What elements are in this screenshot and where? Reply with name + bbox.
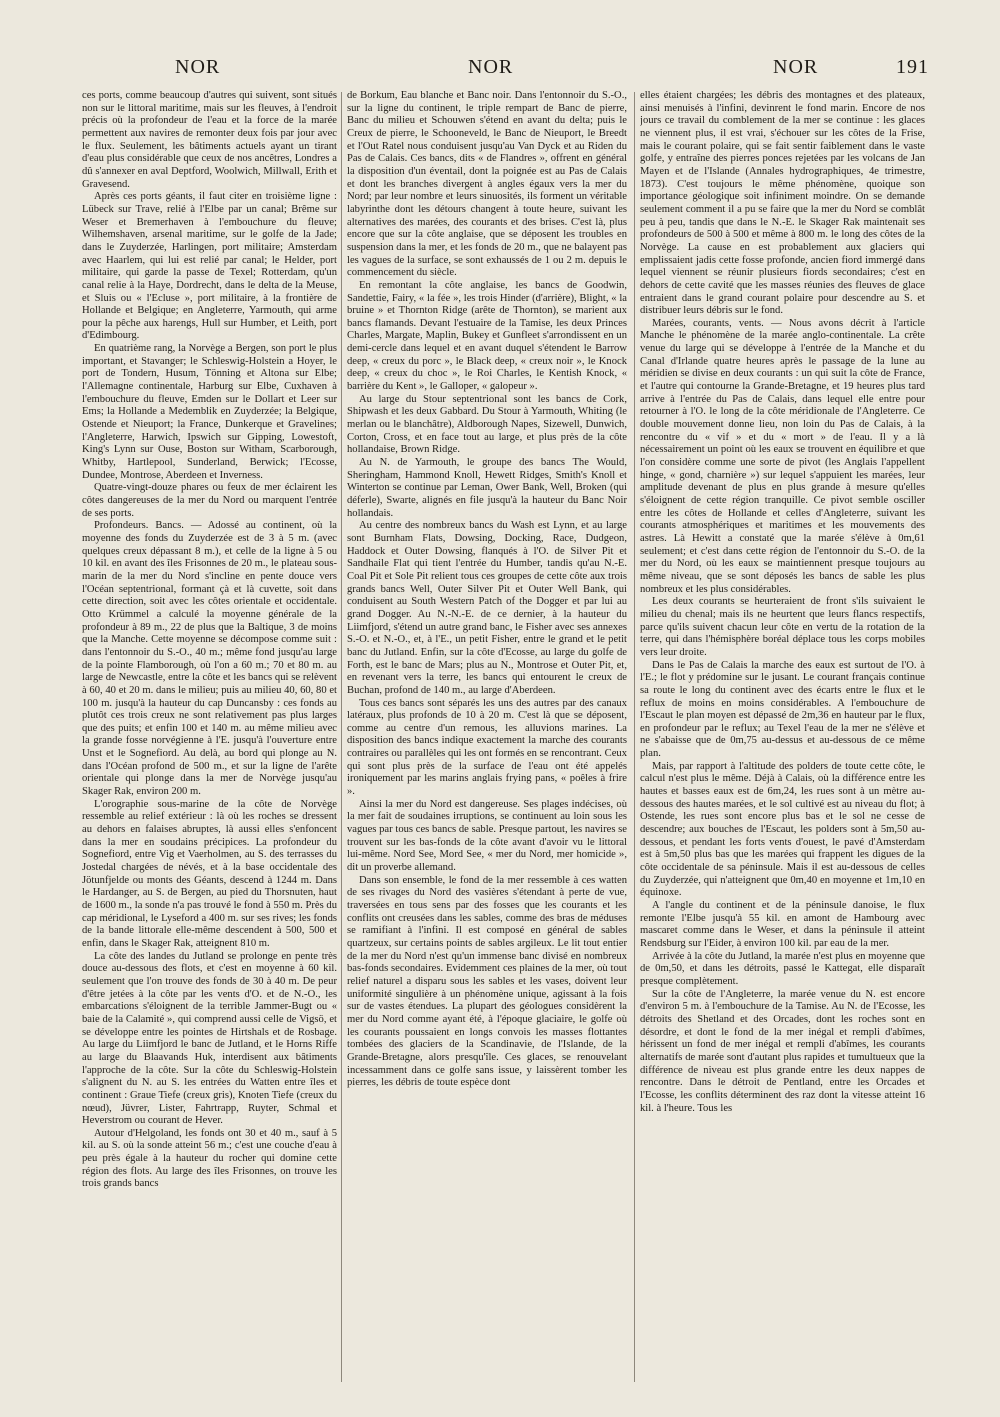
running-head-left: NOR <box>175 56 221 78</box>
text-column-3 <box>640 90 925 1390</box>
paragraph: Dans le Pas de Calais la marche des eaux est surtout de l'O. à l'E.; le flot y prédomine sur le jusant. Le courant français continue sa route le long du continent avec des écarts entre le flux et le reflux de moins en moins considérables. A l'embouchure de l'Escaut le plan moyen est dépassé de 2m,36 en hauteur par le flux, en profondeur par le reflux; au Texel l'eau de la mer ne s'élève et ne s'abaisse que de 0m,75 au-dessus et au-dessous de ce même plan. <box>640 659 925 760</box>
running-head-center: NOR <box>468 56 514 78</box>
text-column-2 <box>347 90 627 1390</box>
paragraph: L'orographie sous-marine de la côte de Norvège ressemble au relief extérieur : là où les roches se dressent au dehors en falaises abruptes, là aussi elles s'enfoncent dans la mer en soudains précipices. La profondeur du Sognefiord, entre Vig et Vaerholmen, au S. des terrasses du Jostedal chargées de névés, et à la base occidentale des Jötunfjelde ou monts des Géants, descend à 1244 m. Dans le Hardanger, au S. de Bergen, au pied du Thorsnuten, haut de 1600 m., la sonde n'a pas trouvé le fond à 550 m. Près du cap méridional, le Lyseford a 400 m. sur ses rives; les fonds de la bande littorale elle-même descendent à 500, 500 et enfin, dans le Skager Rak, atteignent 810 m. <box>82 798 337 949</box>
paragraph: Autour d'Helgoland, les fonds ont 30 et 40 m., sauf à 5 kil. au S. où la sonde atteint 56 m.; c'est une couche d'eau à peu près égale à la hauteur du rocher qui domine cette région des flots. Au large des îles Frisonnes, on trouve les trois grands bancs <box>82 1127 337 1190</box>
text-column-1 <box>82 90 337 1390</box>
running-header <box>0 56 1000 86</box>
column-rule-1 <box>341 92 342 1382</box>
paragraph: Profondeurs. Bancs. — Adossé au continent, où la moyenne des fonds du Zuyderzée est de 3 à 5 m. (avec quelques creux dépassant 8 m.), et celle de la ligne à 5 ou 10 kil. en avant des îles Frisonnes de 20 m., le plateau sous-marin de la mer du Nord s'incline en pente douce vers l'Océan septentrional, formant çà et là cuvette, soit dans cette direction, soit avec les côtes orientale et occidentale. Otto Krümmel a calculé la moyenne générale de la profondeur à 89 m., 22 de plus que la Baltique, 3 de moins que la Manche. Cette moyenne se décompose comme suit : dans l'entonnoir du S.-O., 40 m.; même fond jusqu'au large de la pointe Flamborough, où l'on a 60 m.; 70 et 80 m. au large de Newcastle, entre la côte et les bancs qui se relèvent à 60, 40 et 20 m. dans le milieu; puis au milieu 40, 60, 80 et 100 m. jusqu'à la hauteur du cap Duncansby : ces fonds au plutôt ces trois creux ne sont relativement pas plus larges que des puits; et enfin 100 et 140 m. au même milieu avec la grande fosse norvégienne à l'E. jusqu'à l'ouverture entre Unst et le Sognefiord. Au delà, au bord qui plonge au N. dans l'Océan profond de 500 m., et sur la ligne de l'arête orientale qui plonge dans la mer de Norvège jusqu'au Skager Rak, environ 200 m. <box>82 520 337 798</box>
paragraph: Tous ces bancs sont séparés les uns des autres par des canaux latéraux, plus profonds de 10 à 20 m. C'est là que se déposent, comme au centre d'un remous, les alluvions marines. La disposition des bancs indique exactement la marche des courants contraires ou parallèles qui les ont formés en se rencontrant. Ceux qui sont plus près de la surface de l'eau ont été appelés ironiquement par les marins anglais frying pans, « poêles à frire ». <box>347 697 627 798</box>
paragraph: Quatre-vingt-douze phares ou feux de mer éclairent les côtes dangereuses de la mer du Nord ou marquent l'entrée de ses ports. <box>82 482 337 519</box>
running-head-right: NOR <box>773 56 819 78</box>
paragraph: Au N. de Yarmouth, le groupe des bancs The Would, Sheringham, Hammond Knoll, Hewett Ridges, Smith's Knoll et Winterton se continue par Leman, Ower Bank, Well, Broken (qui déferle), Swarte, alignés en file jusqu'à la hauteur du Banc Noir hollandais. <box>347 457 627 519</box>
paragraph: La côte des landes du Jutland se prolonge en pente très douce au-dessous des flots, et c'est en moyenne à 60 kil. seulement que l'on trouve des fonds de 30 à 40 m. De peur d'être jetées à la côte par les vents d'O. et de N.-O., les embarcations s'éloignent de la terrible Jammer-Bugt ou « baie de la Calamité », qui comprend aussi celle de Vigsö, et se développe entre les pointes de Hirtshals et de Rosbage. Au large du Liimfjord le banc de Jutland, et le Horns Riffe au large du Blaavands Huk, interdisent aux bâtiments l'approche de la côte. Sur la côte du Schleswig-Holstein s'alignent du N. au S. les entrées du Watten entre îles et continent : Graue Tiefe (creux gris), Knoten Tiefe (creux du nœud), Jüvrer, Lister, Fahrtrapp, Ruyter, Schmal et Heverstrom ou courant de Hever. <box>82 950 337 1127</box>
paragraph: de Borkum, Eau blanche et Banc noir. Dans l'entonnoir du S.-O., sur la ligne du continent, le triple rempart de Banc de pierre, Banc du milieu et Schouwen s'étend en avant du delta; puis le Creux de pierre, le Schooneveld, le Banc de Nieuport, le Breedt et l'Out Ratel nous conduisent jusqu'au Van Dyck et au Riden du Pas de Calais. Ces bancs, dits « de Flandres », offrent en général la disposition d'un éventail, dont la poignée est au Pas de Calais et dont les branches divergent à angles égaux vers la mer du Nord; par leur nombre et leurs sinuosités, ils forment un véritable labyrinthe dont les détours changent à toute heure, suivant les alternatives des marées, des courants et des brises. C'est là, plus encore que sur la côte anglaise, que se déposent les troubles en suspension dans la mer, et les fonds de 20 m., que ne balayent pas les vagues de la surface, se sont exhaussés de 1 ou 2 m. depuis le commencement du siècle. <box>347 90 627 279</box>
paragraph: Après ces ports géants, il faut citer en troisième ligne : Lübeck sur Trave, relié à l'Elbe par un canal; Brême sur Weser et Bremerhaven à l'embouchure du fleuve; Wilhemshaven, arsenal maritime, sur le golfe de la Jade; dans le Zuyderzée, Harlingen, port militaire; Amsterdam avec Haarlem, qui lui est relié par canal; le Helder, port militaire, qui garde la passe de Texel; Rotterdam, qu'un canal relie à la Haye, Dordrecht, dans le delta de la Meuse, et Sluis ou « l'Ecluse », port militaire, à la frontière de Hollande et Belgique; en Angleterre, Yarmouth, qui arme pour la pêche aux harengs, Hull sur Humber, et Leith, port d'Edimbourg. <box>82 191 337 342</box>
paragraph: A l'angle du continent et de la péninsule danoise, le flux remonte l'Elbe jusqu'à 55 kil. en amont de Hambourg avec mascaret comme dans le Weser, et dans la péninsule il atteint Rendsburg sur l'Eider, à environ 100 kil. par eau de la mer. <box>640 900 925 949</box>
paragraph: Dans son ensemble, le fond de la mer ressemble à ces watten de ses rivages du Nord des vasières s'étendant à perte de vue, traversées en tous sens par des fosses que les courants et les conflits ont creusées dans les sables, comme des bras de méduses se ramifiant à l'infini. Il est composé en général de sables quartzeux, sur certains points de sables argileux. Le lit tout entier de la mer du Nord n'est qu'un immense banc divisé en nombreux bas-fonds secondaires. Evidemment ces plaines de la mer, où tout relief naturel a disparu sous les sables et les vases, doivent leur uniformité singulière à un phénomène unique, agissant à la fois sur de vastes étendues. La plupart des géologues considèrent la mer du Nord comme ayant été, à l'époque glaciaire, le golfe où les courants poussaient en longs convois les masses flottantes tombées des glaciers de la Scandinavie, de l'Islande, de la Grande-Bretagne, alors presqu'île. Ces glaces, se renouvelant incessamment dans ce golfe sans issue, y laissèrent tomber les pierres, les débris de toute espèce dont <box>347 874 627 1089</box>
paragraph: Arrivée à la côte du Jutland, la marée n'est plus en moyenne que de 0m,50, et dans les détroits, passé le Kattegat, elle disparaît presque complètement. <box>640 950 925 987</box>
paragraph: Marées, courants, vents. — Nous avons décrit à l'article Manche le phénomène de la marée anglo-continentale. La crête venue du large qui se développe à l'entrée de la Manche et du Canal d'Irlande quatre heures après le passage de la lune au méridien se divise en deux courants : un qui suit la côte de France, et l'autre qui contourne la Grande-Bretagne, et 19 heures plus tard arrive à l'entrée du Pas de Calais, dans lequel elle entre pour retourner à l'O. le long de la côte méridionale de l'Angleterre. Ce double mouvement donne lieu, non loin du Pas de Calais, à la rencontre du « vif » et du « mort » de l'eau. Il y a là nécessairement un point où les eaux se trouvent en équilibre et que l'on considère comme une sorte de pivot (les Anglais l'appellent hinge, « gond, charnière ») sur lequel s'appuient les marées, leur amplitude devenant de plus en plus grande à mesure qu'elles s'éloignent de cette région tranquille. Ce pivot semble osciller entre les côtes de Hollande et celles d'Angleterre, suivant les courants atmosphériques et maritimes et les mouvements des astres. Là Hewitt a constaté que la marée s'élève à 0m,61 seulement; et c'est dans cette région de l'entonnoir du S.-O. de la mer du Nord, où les eaux se maintiennent presque toujours au même niveau, que se sont déposés les bancs de sable les plus nombreux et les plus considérables. <box>640 317 925 595</box>
paragraph: elles étaient chargées; les débris des montagnes et des plateaux, ainsi menuisés à l'infini, devinrent le fond marin. Encore de nos jours ce travail du comblement de la mer se continue : les glaces ne viennent plus, il est vrai, s'échouer sur les côtes de la Frise, mais le courant polaire, qui se fait sentir faiblement dans le vaste golfe, y entraîne des pierres ponces rejetées par les volcans de Jan Mayen et de l'Islande (Annales hydrographiques, 4e trimestre, 1873). C'est toujours le même phénomène, quoique son importance géologique soit infiniment moindre. On se demande seulement comment il a pu se faire que la mer du Nord se comblât peu à peu, tandis que dans le N.-E. le Skager Rak maintenait ses profondeurs de 500 à 500 et même à 800 m. le long des côtes de la Norvège. La cause en est probablement aux glaciers qui emplissaient jadis cette fosse profonde, ancien fiord immergé dans lequel viennent se réunir plusieurs fiords secondaires; c'est en dehors de cette cavité que les masses réunies des fleuves de glace entraient dans le grand courant polaire pour descendre au S. et distribuer leurs débris sur le fond. <box>640 90 925 317</box>
paragraph: Au centre des nombreux bancs du Wash est Lynn, et au large sont Burnham Flats, Dowsing, Docking, Race, Dudgeon, Haddock et Outer Dowsing, flanqués à l'O. de Silver Pit et Sandhaile Flat qui tient l'entrée du Humber, tandis qu'au N.-E. Coal Pit et Sole Pit relient tous ces groupes de cette côte aux trois grands bancs Well, Outer Silver Pit et Outer Well Bank, qui conduisent au South Western Patch of the Dogger et par lui au grand Dogger. Au N.-N.-E. de ce dernier, à la hauteur du Liimfjord, s'étend un autre grand banc, le Fisher avec ses annexes S.-O. et N.-O., et, à l'E., un petit Fisher, entre le grand et le petit banc du Jutland. Enfin, sur la côte d'Ecosse, au large du golfe de Forth, est le banc de Mars; plus au N., Montrose et Outer Pit, et, en revenant vers la terre, les bancs qui entourent le creux de Buchan, profond de 140 m., au large d'Aberdeen. <box>347 520 627 696</box>
paragraph: ces ports, comme beaucoup d'autres qui suivent, sont situés non sur le littoral maritime, mais sur les fleuves, à l'endroit précis où la profondeur de l'eau et la force de la marée permettent aux navires de remonter deux fois par jour avec le flux. Seulement, les bâtiments actuels ayant un tirant d'eau plus considérable que ceux de nos ancêtres, Londres a dû s'annexer en aval Deptford, Woolwich, Millwall, Erith et Gravesend. <box>82 90 337 190</box>
page-number: 191 <box>896 56 929 78</box>
paragraph: En remontant la côte anglaise, les bancs de Goodwin, Sandettie, Fairy, « la fée », les trois Hinder (d'arrière), Blight, « la bruine » et Thornton Ridge (arête de Thornton), se marient aux bancs flamands. Devant l'estuaire de la Tamise, les deux Princes Charles, Margate, Maplin, Bukey et Gunfleet s'arrondissent en un demi-cercle dans lequel et en avant duquel s'étendent le Barrow deep, « creux du porc », le Black deep, « creux noir », le Knock deep, « creux du choc », le Roi Charles, le Kentish Knock, « barrière du Kent », le Galloper, « galopeur ». <box>347 279 627 393</box>
paragraph: Les deux courants se heurteraient de front s'ils suivaient le milieu du chenal; mais ils ne heurtent que leurs flancs respectifs, parce qu'ils suivent chacun leur côte en vertu de la rotation de la terre, qui dans l'hémisphère boréal déplace tous les corps mobiles vers leur droite. <box>640 596 925 658</box>
paragraph: Mais, par rapport à l'altitude des polders de toute cette côte, le calcul n'est plus le même. Déjà à Calais, où la différence entre les hautes et basses eaux est de 6m,24, les rues sont à un mètre au-dessous des hautes marées, et le sol cultivé est au niveau du flot; à Ostende, les rues sont encore plus bas et le sol ne cesse de descendre; aux bouches de l'Escaut, les polders sont à 5m,50 au-dessous, et pendant les forts vents d'ouest, le pavé d'Amsterdam est à 5m,50 plus bas que les marées qui frappent les digues de la côte occidentale de sa péninsule. Mais il est au-dessous de celles du Zuyderzée, qui n'atteignent que 0m,40 en moyenne et 1m,10 en équinoxe. <box>640 760 925 899</box>
paragraph: Ainsi la mer du Nord est dangereuse. Ses plages indécises, où la mer fait de soudaines irruptions, se continuent au loin sous les vagues par tous ces bancs de sable. Presque partout, les navires se trouvent sur les bas-fonds de la côte avant d'avoir vu le littoral lui-même. Nord See, Mord See, « mer du Nord, mer homicide », dit un proverbe allemand. <box>347 798 627 874</box>
paragraph: Au large du Stour septentrional sont les bancs de Cork, Shipwash et les deux Gabbard. Du Stour à Yarmouth, Whiting (le merlan ou le blanchâtre), Aldborough Napes, Sizewell, Dunwich, Corton, Cross, et en face tout au large, et plus près de la côte hollandaise, Brown Ridge. <box>347 393 627 456</box>
paragraph: En quatrième rang, la Norvège a Bergen, son port le plus important, et Stavanger; le Schleswig-Holstein a Hoyer, le port de Tondern, Husum, Tönning et Altona sur Elbe; l'Allemagne continentale, Harburg sur Elbe, Cuxhaven à l'embouchure du fleuve, Emden sur le Dollart et Leer sur Ems; la Hollande a Medemblik en Zuyderzée; la Belgique, Ostende et Nieuport; la France, Dunkerque et Gravelines; l'Angleterre, Harwich, Ipswich sur Gipping, Lowestoft, King's Lynn sur Ouse, Boston sur Witham, Scarborough, Whitby, Hartlepool, Sunderland, Berwick; l'Ecosse, Dundee, Montrose, Aberdeen et Inverness. <box>82 343 337 481</box>
column-rule-2 <box>634 92 635 1382</box>
paragraph: Sur la côte de l'Angleterre, la marée venue du N. est encore d'environ 5 m. à l'embouchure de la Tamise. Au N. de l'Ecosse, les détroits des Shetland et des Orcades, dont les roches sont en désordre, et dont le fond de la mer inégal et rempli d'abîmes, hérissent un fond de mer inégal et rempli d'abîmes, les courants alternatifs de marée sont d'autant plus rapides et tumultueux que la différence de niveau est plus grande entre les deux nappes de rencontre. Dans le détroit de Pentland, entre les Orcades et l'Ecosse, les conflits déterminent des raz dont la vitesse atteint 16 kil. à l'heure. Tous les <box>640 988 925 1114</box>
